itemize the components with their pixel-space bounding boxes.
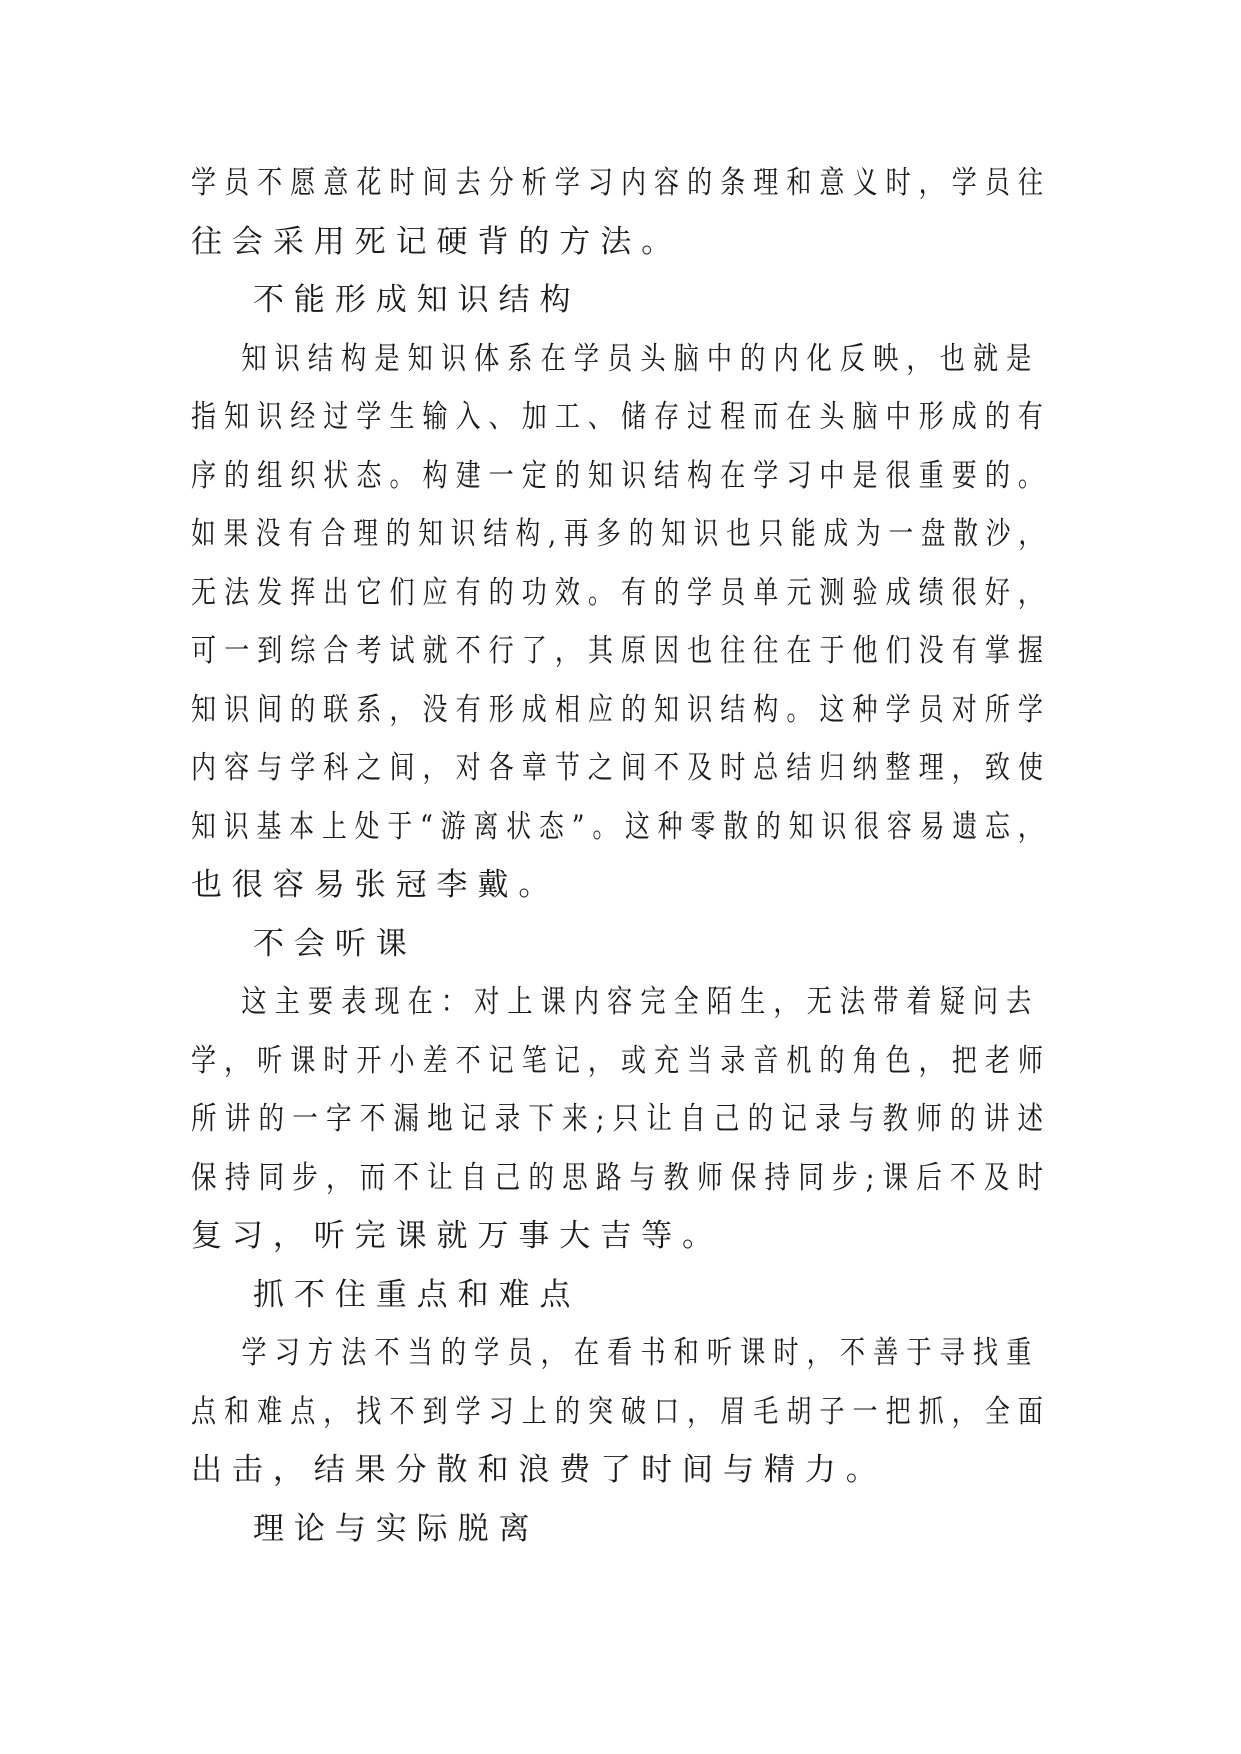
text-line: 可一到综合考试就不行了，其原因也往往在于他们没有掌握	[191, 633, 1051, 669]
text-line: 知识间的联系，没有形成相应的知识结构。这种学员对所学	[191, 691, 1051, 728]
text-line: 无法发挥出它们应有的功效。有的学员单元测验成绩很好，	[191, 574, 1051, 611]
text-line: 学，听课时开小差不记笔记，或充当录音机的角色，把老师	[191, 1042, 1051, 1079]
text-line: 所讲的一字不漏地记录下来;只让自己的记录与教师的讲述	[191, 1101, 1052, 1137]
paragraph-start-line: 理论与实际脱离	[253, 1510, 540, 1547]
text-line: 指知识经过学生输入、加工、储存过程而在头脑中形成的有	[191, 399, 1051, 435]
text-line: 出击，结果分散和浪费了时间与精力。	[191, 1452, 887, 1488]
text-line: 也很容易张冠李戴。	[191, 867, 560, 903]
paragraph-start-line: 不能形成知识结构	[253, 282, 581, 318]
text-line: 学员不愿意花时间去分析学习内容的条理和意义时，学员往	[191, 165, 1051, 201]
body-text	[191, 154, 1051, 1558]
text-line: 复习，听完课就万事大吉等。	[191, 1218, 723, 1254]
paragraph-start-line: 学习方法不当的学员，在看书和听课时，不善于寻找重	[241, 1335, 1040, 1371]
text-line: 往会采用死记硬背的方法。	[191, 223, 683, 260]
text-line: 知识基本上处于“游离状态”。这种零散的知识很容易遗忘，	[191, 808, 1051, 845]
text-line: 保持同步，而不让自己的思路与教师保持同步;课后不及时	[191, 1159, 1052, 1196]
text-line: 内容与学科之间，对各章节之间不及时总结归纳整理，致使	[191, 750, 1051, 786]
paragraph-start-line: 知识结构是知识体系在学员头脑中的内化反映，也就是	[241, 340, 1040, 377]
text-line: 序的组织状态。构建一定的知识结构在学习中是很重要的。	[191, 457, 1051, 494]
paragraph-start-line: 不会听课	[253, 925, 417, 962]
paragraph-start-line: 抓不住重点和难点	[253, 1276, 581, 1313]
paragraph-start-line: 这主要表现在：对上课内容完全陌生，无法带着疑问去	[241, 984, 1040, 1020]
text-line: 点和难点，找不到学习上的突破口，眉毛胡子一把抓，全面	[191, 1393, 1051, 1430]
text-line: 如果没有合理的知识结构,再多的知识也只能成为一盘散沙，	[191, 516, 1051, 552]
